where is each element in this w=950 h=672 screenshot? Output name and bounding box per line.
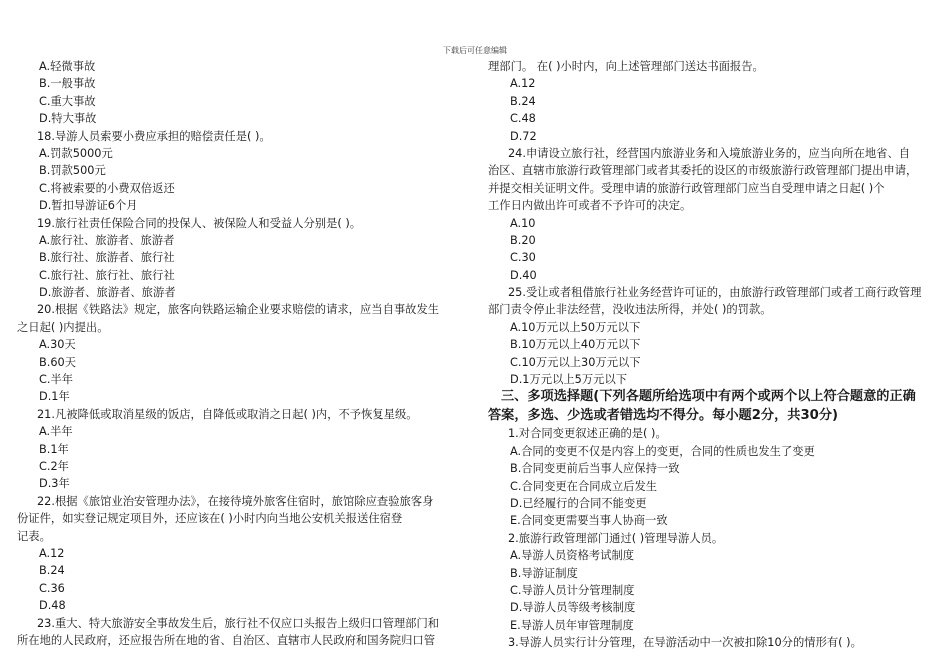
option-line: D.导游人员等级考核制度 bbox=[510, 601, 636, 615]
continuation-line: 工作日内做出许可或者不予许可的决定。 bbox=[488, 199, 692, 213]
left-column bbox=[17, 58, 467, 649]
question-line: 21.凡被降低或取消星级的饭店，自降低或取消之日起( )内，不予恢复星级。 bbox=[37, 407, 418, 421]
option-line: A.30天 bbox=[39, 338, 76, 352]
option-line: D.48 bbox=[39, 599, 66, 613]
continuation-line: 份证件，如实登记规定项目外，还应该在( )小时内向当地公安机关报送住宿登 bbox=[17, 512, 403, 526]
option-line: D.72 bbox=[510, 129, 537, 143]
option-line: D.旅游者、旅游者、旅游者 bbox=[39, 286, 176, 300]
option-line: D.特大事故 bbox=[39, 112, 97, 126]
option-line: E.导游人员年审管理制度 bbox=[510, 618, 634, 632]
option-line: B.旅行社、旅游者、旅行社 bbox=[39, 251, 175, 265]
option-line: C.48 bbox=[510, 112, 536, 126]
question-line: 24.申请设立旅行社，经营国内旅游业务和入境旅游业务的，应当向所在地省、自 bbox=[508, 146, 911, 160]
question-line: 25.受让或者租借旅行社业务经营许可证的，由旅游行政管理部门或者工商行政管理 bbox=[508, 286, 922, 300]
option-line: D.1年 bbox=[39, 390, 70, 404]
question-line: 23.重大、特大旅游安全事故发生后，旅行社不仅应口头报告上级归口管理部门和 bbox=[37, 616, 440, 630]
option-line: B.罚款500元 bbox=[39, 164, 106, 178]
question-line: 3.导游人员实行计分管理，在导游活动中一次被扣除10分的情形有( )。 bbox=[508, 636, 862, 650]
continuation-line: 记表。 bbox=[17, 529, 51, 543]
option-line: D.暂扣导游证6个月 bbox=[39, 199, 138, 213]
option-line: B.24 bbox=[510, 94, 536, 108]
option-line: C.导游人员计分管理制度 bbox=[510, 583, 635, 597]
option-line: E.合同变更需要当事人协商一致 bbox=[510, 514, 668, 528]
option-line: C.36 bbox=[39, 581, 65, 595]
question-line: 20.根据《铁路法》规定，旅客向铁路运输企业要求赔偿的请求，应当自事故发生 bbox=[37, 303, 440, 317]
option-line: A.12 bbox=[510, 77, 536, 91]
option-line: A.10万元以上50万元以下 bbox=[510, 320, 641, 334]
option-line: A.导游人员资格考试制度 bbox=[510, 549, 635, 563]
question-line: 22.根据《旅馆业治安管理办法》，在接待境外旅客住宿时，旅馆除应查验旅客身 bbox=[37, 494, 434, 508]
option-line: B.一般事故 bbox=[39, 77, 96, 91]
option-line: B.20 bbox=[510, 233, 536, 247]
option-line: B.60天 bbox=[39, 355, 77, 369]
continuation-line: 并提交相关证明文件。受理申请的旅游行政管理部门应当自受理申请之日起( )个 bbox=[488, 181, 885, 195]
option-line: C.半年 bbox=[39, 373, 74, 387]
continuation-line: 之日起( )内提出。 bbox=[17, 320, 109, 334]
page-header: 下载后可任意编辑 bbox=[443, 46, 507, 55]
question-line: 1.对合同变更叙述正确的是( )。 bbox=[508, 427, 667, 441]
option-line: B.24 bbox=[39, 564, 65, 578]
option-line: C.旅行社、旅行社、旅行社 bbox=[39, 268, 175, 282]
option-line: A.半年 bbox=[39, 425, 73, 439]
option-line: A.轻微事故 bbox=[39, 60, 96, 73]
right-column bbox=[488, 58, 936, 652]
option-line: C.10万元以上30万元以下 bbox=[510, 355, 641, 369]
option-line: A.10 bbox=[510, 216, 536, 230]
section-heading-continuation: 答案，多选、少选或者错选均不得分。每小题2分，共30分) bbox=[488, 407, 839, 423]
option-line: D.40 bbox=[510, 268, 537, 282]
continuation-line: 部门责令停止非法经营，没收违法所得，并处( )的罚款。 bbox=[488, 303, 772, 317]
option-line: D.1万元以上5万元以下 bbox=[510, 373, 628, 387]
question-line: 2.旅游行政管理部门通过( )管理导游人员。 bbox=[508, 531, 724, 545]
option-line: A.罚款5000元 bbox=[39, 146, 113, 160]
option-line: A.12 bbox=[39, 546, 65, 560]
option-line: C.2年 bbox=[39, 459, 69, 473]
question-line: 18.导游人员索要小费应承担的赔偿责任是( )。 bbox=[37, 129, 271, 143]
section-heading: 三、多项选择题(下列各题所给选项中有两个或两个以上符合题意的正确 bbox=[501, 389, 916, 405]
option-line: D.已经履行的合同不能变更 bbox=[510, 496, 647, 510]
option-line: B.1年 bbox=[39, 442, 69, 456]
option-line: B.10万元以上40万元以下 bbox=[510, 338, 641, 352]
option-line: C.30 bbox=[510, 251, 536, 265]
option-line: A.旅行社、旅游者、旅游者 bbox=[39, 233, 175, 247]
question-line: 19.旅行社责任保险合同的投保人、被保险人和受益人分别是( )。 bbox=[37, 216, 362, 230]
option-line: D.3年 bbox=[39, 477, 70, 491]
option-line: C.重大事故 bbox=[39, 94, 96, 108]
option-line: A.合同的变更不仅是内容上的变更，合同的性质也发生了变更 bbox=[510, 444, 815, 458]
continuation-line: 理部门。 在( )小时内，向上述管理部门送达书面报告。 bbox=[488, 60, 764, 73]
continuation-line: 治区、直辖市旅游行政管理部门或者其委托的设区的市级旅游行政管理部门提出申请， bbox=[488, 164, 918, 178]
option-line: B.导游证制度 bbox=[510, 566, 578, 580]
option-line: C.将被索要的小费双倍返还 bbox=[39, 181, 175, 195]
option-line: B.合同变更前后当事人应保持一致 bbox=[510, 462, 680, 476]
option-line: C.合同变更在合同成立后发生 bbox=[510, 479, 658, 493]
continuation-line: 所在地的人民政府，还应报告所在地的省、自治区、直辖市人民政府和国务院归口管 bbox=[17, 633, 435, 647]
